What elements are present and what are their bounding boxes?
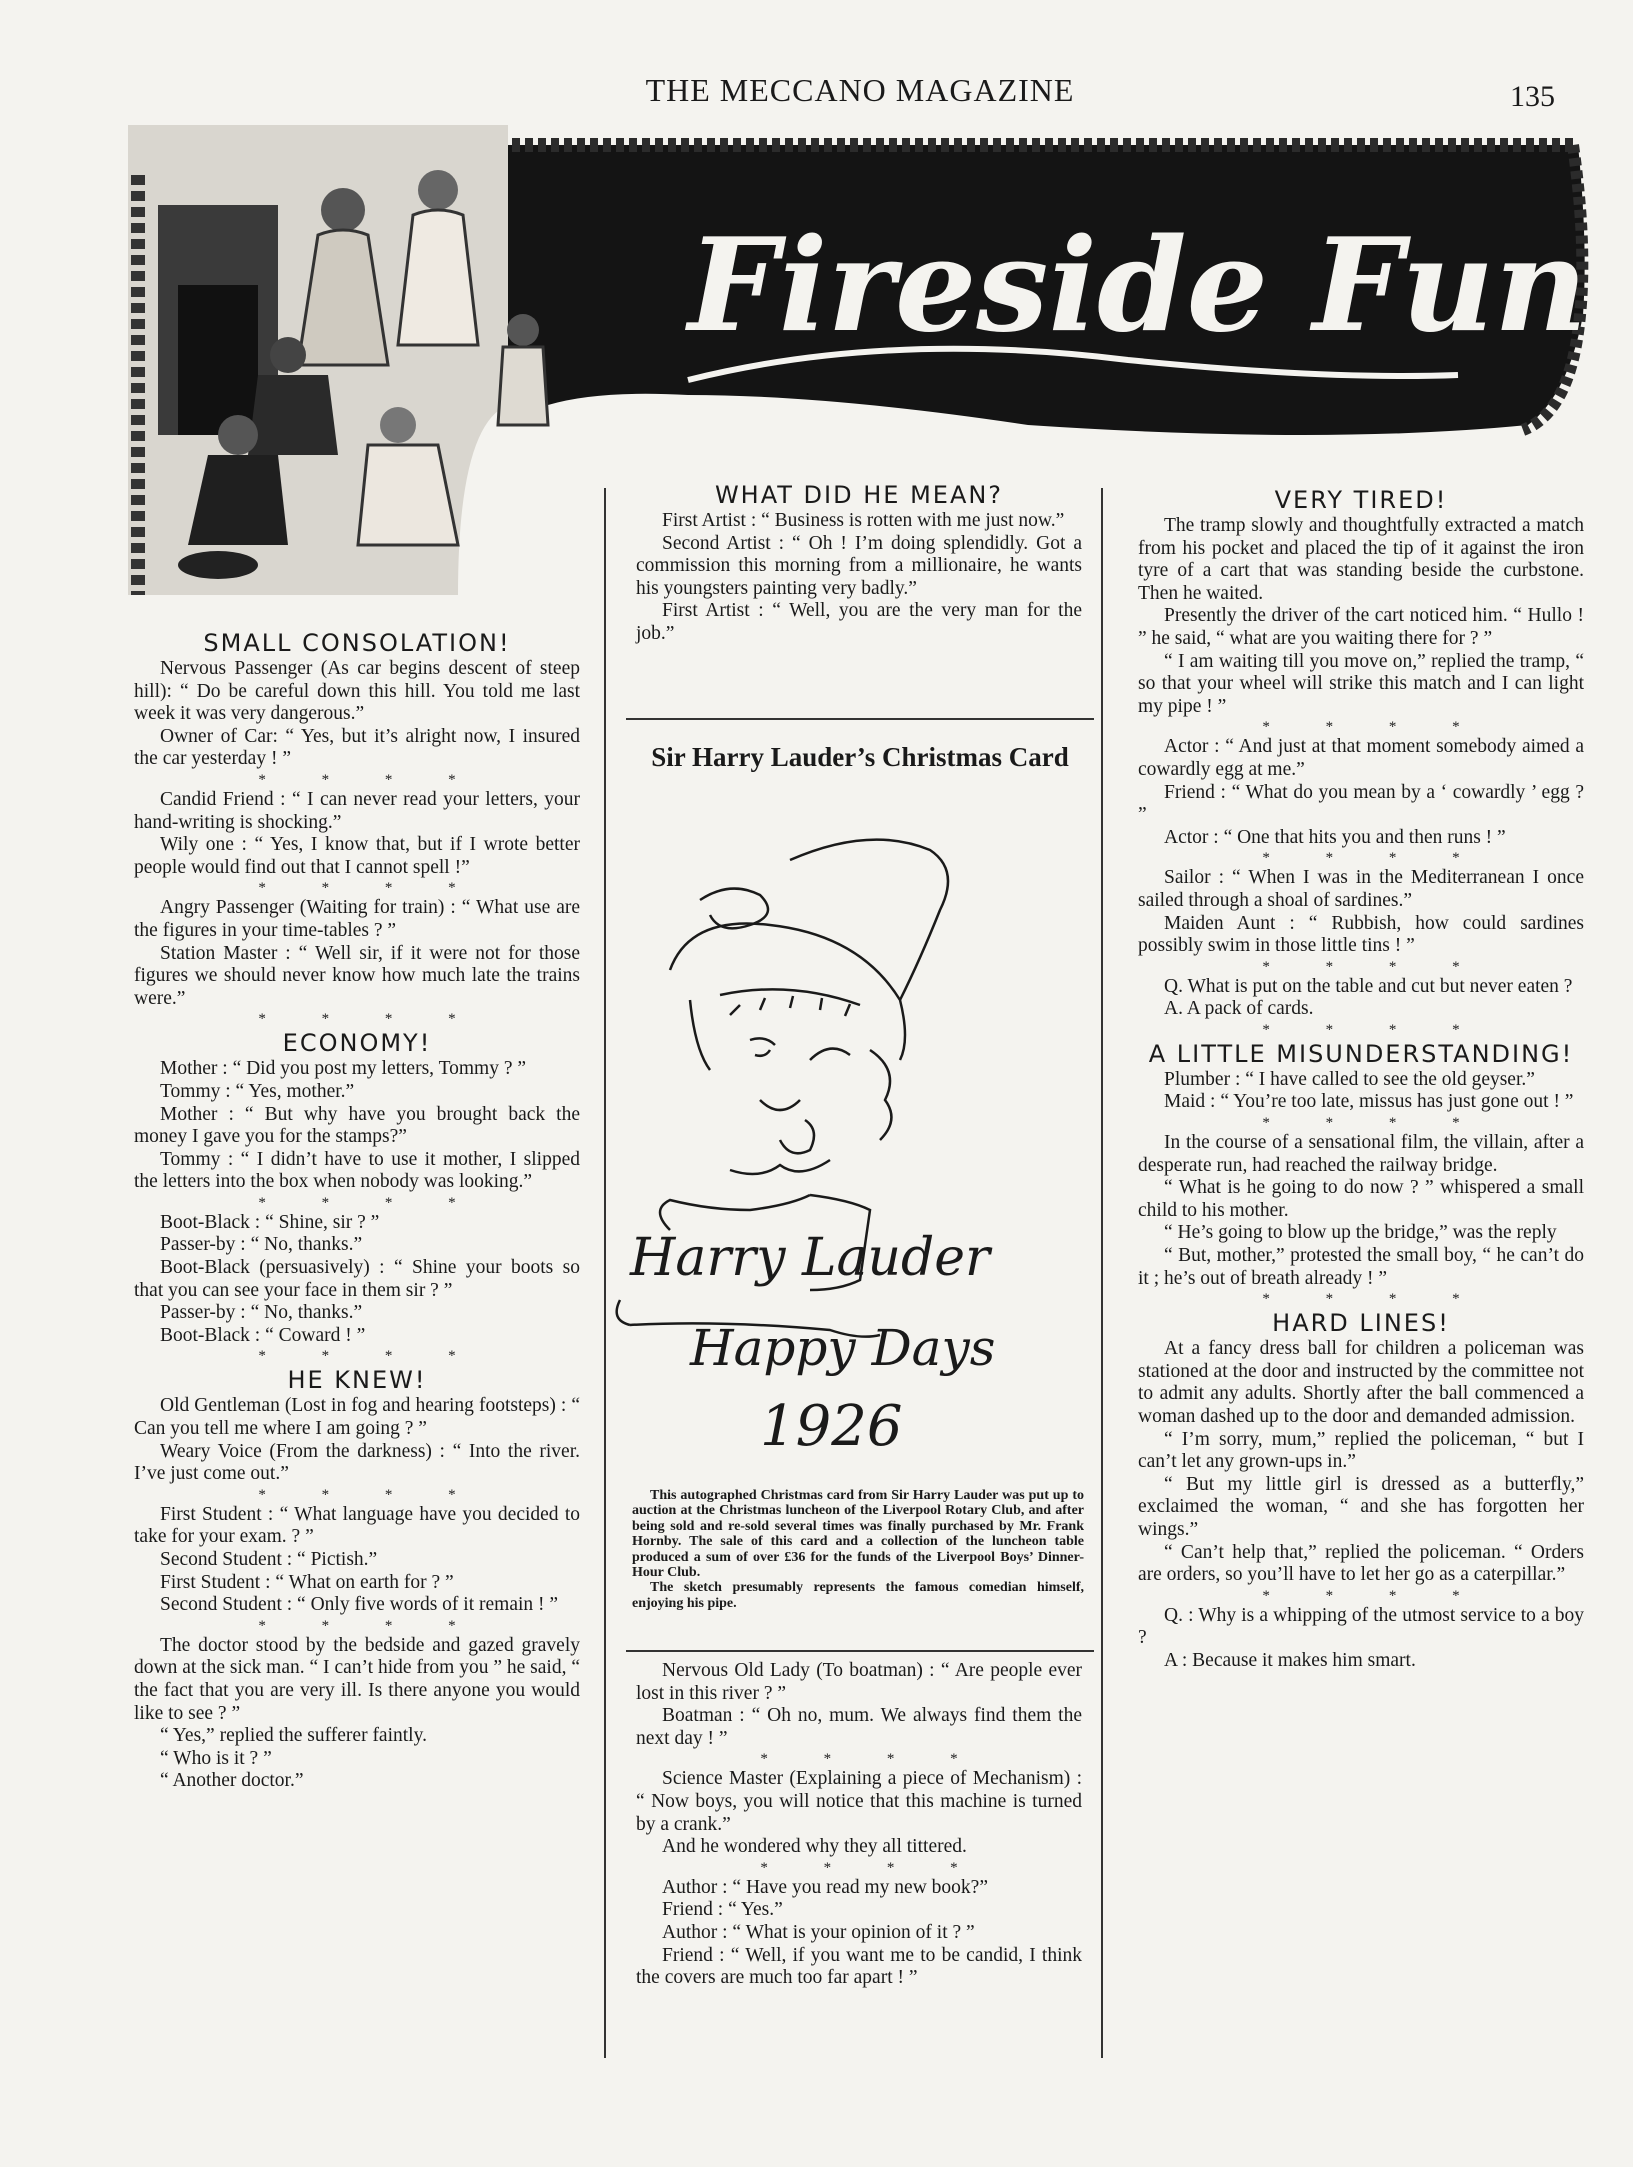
joke-line: Tommy : “ I didn’t have to use it mother, I slipped the letters into the box when nobody was looking.” — [134, 1148, 580, 1193]
column-divider-right — [1101, 488, 1103, 2058]
separator-stars: * * * * — [1262, 1291, 1486, 1308]
joke-line: First Student : “ What on earth for ? ” — [160, 1571, 454, 1593]
joke-line: At a fancy dress ball for children a policeman was stationed at the door and instructed by the committee not to admit any adults. Shortly after the ball commenced a woman dashed up to the door and demanded admission. — [1138, 1338, 1584, 1427]
joke-line: “ I’m sorry, mum,” replied the policeman, “ but I can’t let any grown-ups in.” — [1138, 1428, 1584, 1473]
joke-line: Friend : “ Well, if you want me to be candid, I think the covers are much too far apart ! ” — [636, 1944, 1082, 1989]
separator-stars: * * * * — [1262, 1587, 1486, 1604]
joke-line: Angry Passenger (Waiting for train) : “ What use are the figures in your time-tables ? ” — [134, 897, 580, 941]
section-title: WHAT DID HE MEAN? — [714, 481, 1004, 509]
joke-line: “ Yes,” replied the sufferer faintly. — [160, 1725, 427, 1747]
joke-line: Weary Voice (From the darkness) : “ Into the river. I’ve just come out.” — [134, 1440, 580, 1485]
joke-line: Friend : “ What do you mean by a ‘ cowardly ’ egg ? ” — [1138, 781, 1584, 826]
joke-line: “ He’s going to blow up the bridge,” was the reply — [1164, 1222, 1557, 1244]
joke-line: Station Master : “ Well sir, if it were not for those figures we should never know how much late the trains were.” — [134, 942, 580, 1009]
separator-stars: * * * * — [760, 1751, 984, 1768]
joke-line: Sailor : “ When I was in the Mediterranean I once sailed through a shoal of sardines.” — [1138, 867, 1584, 911]
joke-line: And he wondered why they all tittered. — [662, 1836, 967, 1858]
section-divider-bottom — [626, 1650, 1094, 1652]
joke-line: “ But my little girl is dressed as a butterfly,” exclaimed the woman, “ and she has forgotten her wings.” — [1138, 1473, 1584, 1540]
joke-line: A : Because it makes him smart. — [1164, 1649, 1416, 1671]
page-number: 135 — [1510, 80, 1555, 113]
separator-stars: * * * * — [1262, 850, 1486, 867]
banner-title: Fireside Fun — [688, 211, 1588, 361]
joke-line: Boot-Black : “ Shine, sir ? ” — [160, 1211, 380, 1233]
section-title: HE KNEW! — [287, 1366, 427, 1395]
joke-line: Actor : “ And just at that moment somebody aimed a cowardly egg at me.” — [1138, 736, 1584, 780]
section-title: VERY TIRED! — [1274, 486, 1448, 514]
joke-line: The tramp slowly and thoughtfully extracted a match from his pocket and placed the tip of it against the iron tyre of a cart that was standing beside the curbstone. Then he waited. — [1138, 515, 1584, 604]
joke-line: Candid Friend : “ I can never read your letters, your hand-writing is shocking.” — [134, 788, 580, 833]
separator-stars: * * * * — [258, 771, 482, 788]
separator-stars: * * * * — [258, 880, 482, 897]
joke-line: “ What is he going to do now ? ” whispered a small child to his mother. — [1138, 1177, 1584, 1221]
joke-line: Friend : “ Yes.” — [662, 1899, 783, 1921]
separator-stars: * * * * — [1262, 719, 1486, 736]
joke-line: Boatman : “ Oh no, mum. We always find them the next day ! ” — [636, 1705, 1082, 1749]
section-divider-top — [626, 718, 1094, 720]
joke-line: Author : “ Have you read my new book?” — [662, 1876, 988, 1898]
card-signature: Harry Lauder — [630, 1228, 990, 1288]
joke-line: Second Student : “ Pictish.” — [160, 1549, 378, 1570]
column-3 — [1138, 485, 1584, 1673]
card-year: 1926 — [760, 1394, 903, 1459]
joke-line: First Student : “ What language have you decided to take for your exam. ? ” — [134, 1503, 580, 1548]
section-title: A LITTLE MISUNDERSTANDING! — [1148, 1039, 1574, 1068]
joke-line: First Artist : “ Well, you are the very man for the job.” — [636, 600, 1082, 644]
joke-line: Actor : “ One that hits you and then runs ! ” — [1164, 826, 1506, 848]
joke-line: Second Student : “ Only five words of it remain ! ” — [160, 1594, 559, 1616]
joke-line: Owner of Car: “ Yes, but it’s alright now, I insured the car yesterday ! ” — [134, 725, 580, 770]
separator-stars: * * * * — [258, 1348, 482, 1365]
separator-stars: * * * * — [258, 1617, 482, 1634]
joke-line: Mother : “ Did you post my letters, Tommy ? ” — [160, 1058, 527, 1080]
caption-text: The sketch presumably represents the famous comedian himself, enjoying his pipe. — [632, 1580, 1084, 1611]
column-2-bottom — [636, 1660, 1082, 1990]
joke-line: Maid : “ You’re too late, missus has just gone out ! ” — [1164, 1091, 1574, 1113]
joke-line: Wily one : “ Yes, I know that, but if I wrote better people would find out that I cannot spell !” — [134, 834, 580, 878]
separator-stars: * * * * — [258, 1011, 482, 1028]
separator-stars: * * * * — [1262, 1115, 1486, 1132]
family-fireside-illustration — [128, 125, 648, 595]
joke-line: Tommy : “ Yes, mother.” — [160, 1080, 355, 1102]
joke-line: Mother : “ But why have you brought back the money I gave you for the stamps?” — [134, 1103, 580, 1148]
joke-line: Boot-Black (persuasively) : “ Shine your boots so that you can see your face in them sir ? ” — [134, 1257, 580, 1301]
card-greeting: Happy Days — [690, 1319, 996, 1377]
harry-lauder-sketch — [600, 820, 1080, 1470]
joke-line: In the course of a sensational film, the villain, after a desperate run, had reached the railway bridge. — [1138, 1132, 1584, 1176]
section-title: SMALL CONSOLATION! — [203, 629, 511, 657]
joke-line: Q. What is put on the table and cut but never eaten ? — [1164, 975, 1573, 997]
joke-line: Presently the driver of the cart noticed him. “ Hullo ! ” he said, “ what are you waiting there for ? ” — [1138, 605, 1584, 649]
joke-line: “ But, mother,” protested the small boy, “ he can’t do it ; he’s out of breath already ! ” — [1138, 1245, 1584, 1289]
section-title: ECONOMY! — [282, 1029, 432, 1058]
column-2-top — [636, 480, 1082, 646]
joke-line: “ I am waiting till you move on,” replied the tramp, “ so that your wheel will strike this match and I can light my pipe ! ” — [1138, 650, 1584, 717]
joke-line: Nervous Old Lady (To boatman) : “ Are people ever lost in this river ? ” — [636, 1660, 1082, 1704]
joke-line: Science Master (Explaining a piece of Mechanism) : “ Now boys, you will notice that this machine is turned by a crank.” — [636, 1768, 1082, 1835]
card-caption — [632, 1488, 1084, 1611]
joke-line: Plumber : “ I have called to see the old geyser.” — [1164, 1068, 1535, 1090]
joke-line: Second Artist : “ Oh ! I’m doing splendidly. Got a commission this morning from a millionaire, he wants his youngsters painting very badly.” — [636, 532, 1082, 599]
joke-line: Q. : Why is a whipping of the utmost service to a boy ? — [1138, 1604, 1584, 1649]
separator-stars: * * * * — [258, 1194, 482, 1211]
joke-line: The doctor stood by the bedside and gazed gravely down at the sick man. “ I can’t hide from you ” he said, “ the fact that you are very ill. Is there anyone you would like to see ? ” — [134, 1634, 580, 1724]
caption-text: This autographed Christmas card from Sir Harry Lauder was put up to auction at the Christmas luncheon of the Liverpool Rotary Club, and after being sold and re-sold several times was finally purchased by Mr. Frank Hornby. The sale of this card and a collection of the luncheon table produced a sum of over £36 for the funds of the Liverpool Boys’ Dinner-Hour Club. — [632, 1488, 1084, 1581]
joke-line: Passer-by : “ No, thanks.” — [160, 1302, 363, 1324]
section-title: HARD LINES! — [1272, 1309, 1450, 1338]
joke-line: “ Can’t help that,” replied the policeman. “ Orders are orders, so you’ll have to let her go as a caterpillar.” — [1138, 1541, 1584, 1586]
separator-stars: * * * * — [1262, 1021, 1486, 1038]
joke-line: Boot-Black : “ Coward ! ” — [160, 1324, 366, 1346]
christmas-card-title: Sir Harry Lauder’s Christmas Card — [651, 742, 1069, 772]
magazine-title: THE MECCANO MAGAZINE — [645, 72, 1075, 108]
separator-stars: * * * * — [1262, 958, 1486, 975]
joke-line: A. A pack of cards. — [1164, 998, 1314, 1020]
column-1 — [134, 628, 580, 1793]
separator-stars: * * * * — [258, 1486, 482, 1503]
separator-stars: * * * * — [760, 1859, 984, 1876]
joke-line: “ Another doctor.” — [160, 1770, 304, 1792]
joke-line: First Artist : “ Business is rotten with me just now.” — [662, 510, 1065, 531]
joke-line: Author : “ What is your opinion of it ? ” — [662, 1921, 975, 1943]
joke-line: Old Gentleman (Lost in fog and hearing footsteps) : “ Can you tell me where I am going ? ” — [134, 1395, 580, 1440]
joke-line: Nervous Passenger (As car begins descent of steep hill): “ Do be careful down this hill. You told me last week it was very dangerous.” — [134, 658, 580, 725]
joke-line: “ Who is it ? ” — [160, 1747, 272, 1769]
joke-line: Maiden Aunt : “ Rubbish, how could sardines possibly swim in those little tins ! ” — [1138, 912, 1584, 957]
joke-line: Passer-by : “ No, thanks.” — [160, 1234, 363, 1256]
